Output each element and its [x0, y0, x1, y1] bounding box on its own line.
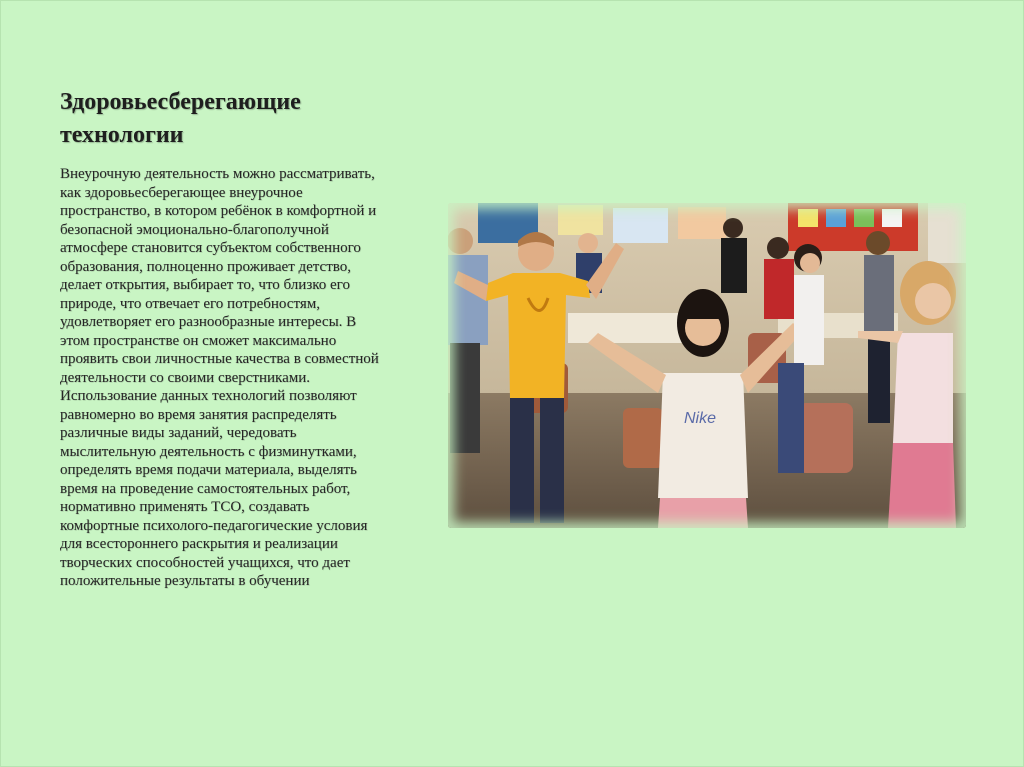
slide-title: Здоровьесберегающие технологии: [60, 89, 301, 148]
slide-body-text: Внеурочную деятельность можно рассматривать, как здоровьесберегающее внеурочное пространство, в котором ребёнок в комфортной и безопасной эмоционально-благополучной атмосфере становится субъектом собственного образования, полноценно проживает детство, делает открытия, выбирает то, что близко его природе, что отвечает его потребностям, удовлетворяет его разнообразные интересы. В этом пространстве он сможет максимально проявить свои личностные качества в совместной деятельности со своими сверстниками. Использование данных технологий позволяют равномерно во время занятия распределять различные виды заданий, чередовать мыслительную деятельность с физминутками, определять время подачи материала, выделять время на проведение самостоятельных работ, нормативно применять ТСО, создавать комфортные психолого-педагогические условия для всестороннего раскрытия и реализации творческих способностей учащихся, что дает положительные результаты в обучении: [60, 166, 379, 589]
classroom-photo: [448, 203, 966, 528]
shirt-logo-text: Nike: [684, 410, 717, 427]
